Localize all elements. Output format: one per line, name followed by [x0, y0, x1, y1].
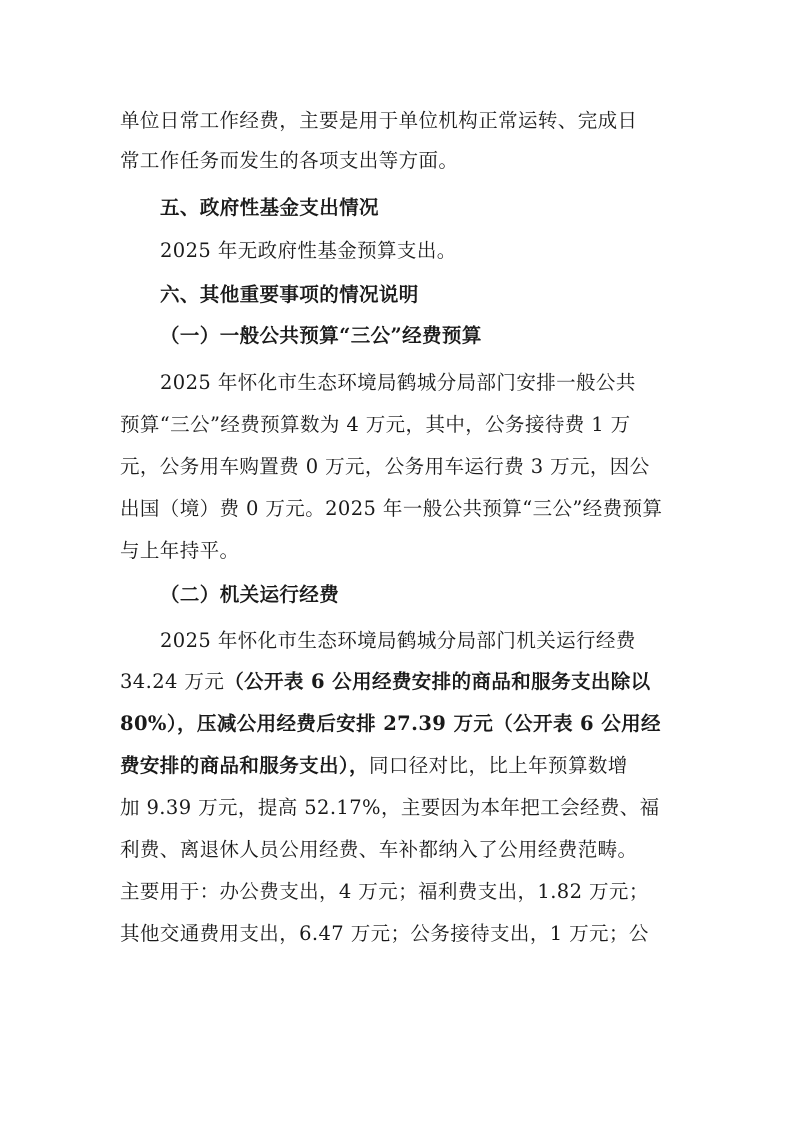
paragraph-line: 80%），压减公用经费后安排 27.39 万元（公开表 6 公用经 [120, 712, 661, 735]
paragraph-line: 2025 年怀化市生态环境局鹤城分局部门安排一般公共 [160, 371, 636, 394]
paragraph-line: 与上年持平。 [120, 539, 240, 562]
paragraph-line [120, 751, 680, 781]
text-span: 同口径对比，比上年预算数增 [368, 754, 628, 777]
paragraph-line: 出国（境）费 0 万元。2025 年一般公共预算“三公”经费预算 [120, 497, 663, 520]
text-span: 34.24 万元 [120, 670, 225, 693]
paragraph-line: 预算“三公”经费预算数为 4 万元，其中，公务接待费 1 万 [120, 413, 631, 436]
paragraph-line: 常工作任务而发生的各项支出等方面。 [120, 149, 459, 172]
subsection-heading-1: （一）一般公共预算“三公”经费预算 [160, 324, 482, 347]
paragraph-line: 2025 年怀化市生态环境局鹤城分局部门机关运行经费 [160, 629, 636, 652]
paragraph-line: 加 9.39 万元，提高 52.17%，主要因为本年把工会经费、福 [120, 796, 660, 819]
paragraph-line: 单位日常工作经费，主要是用于单位机构正常运转、完成日 [120, 109, 638, 132]
paragraph-line: 2025 年无政府性基金预算支出。 [160, 239, 457, 262]
paragraph-line [120, 667, 680, 697]
paragraph-line: 其他交通费用支出，6.47 万元；公务接待支出，1 万元；公 [120, 922, 649, 945]
paragraph-line: 主要用于：办公费支出，4 万元；福利费支出，1.82 万元； [120, 880, 649, 903]
paragraph-line: 元，公务用车购置费 0 万元，公务用车运行费 3 万元，因公 [120, 455, 650, 478]
section-heading-5: 五、政府性基金支出情况 [160, 196, 379, 219]
bold-text-span: （公开表 6 公用经费安排的商品和服务支出除以 [224, 670, 651, 693]
paragraph-line: 利费、离退休人员公用经费、车补都纳入了公用经费范畴。 [120, 838, 638, 861]
section-heading-6: 六、其他重要事项的情况说明 [160, 283, 419, 306]
bold-text-span: 费安排的商品和服务支出）， [120, 754, 369, 777]
subsection-heading-2: （二）机关运行经费 [160, 583, 340, 606]
